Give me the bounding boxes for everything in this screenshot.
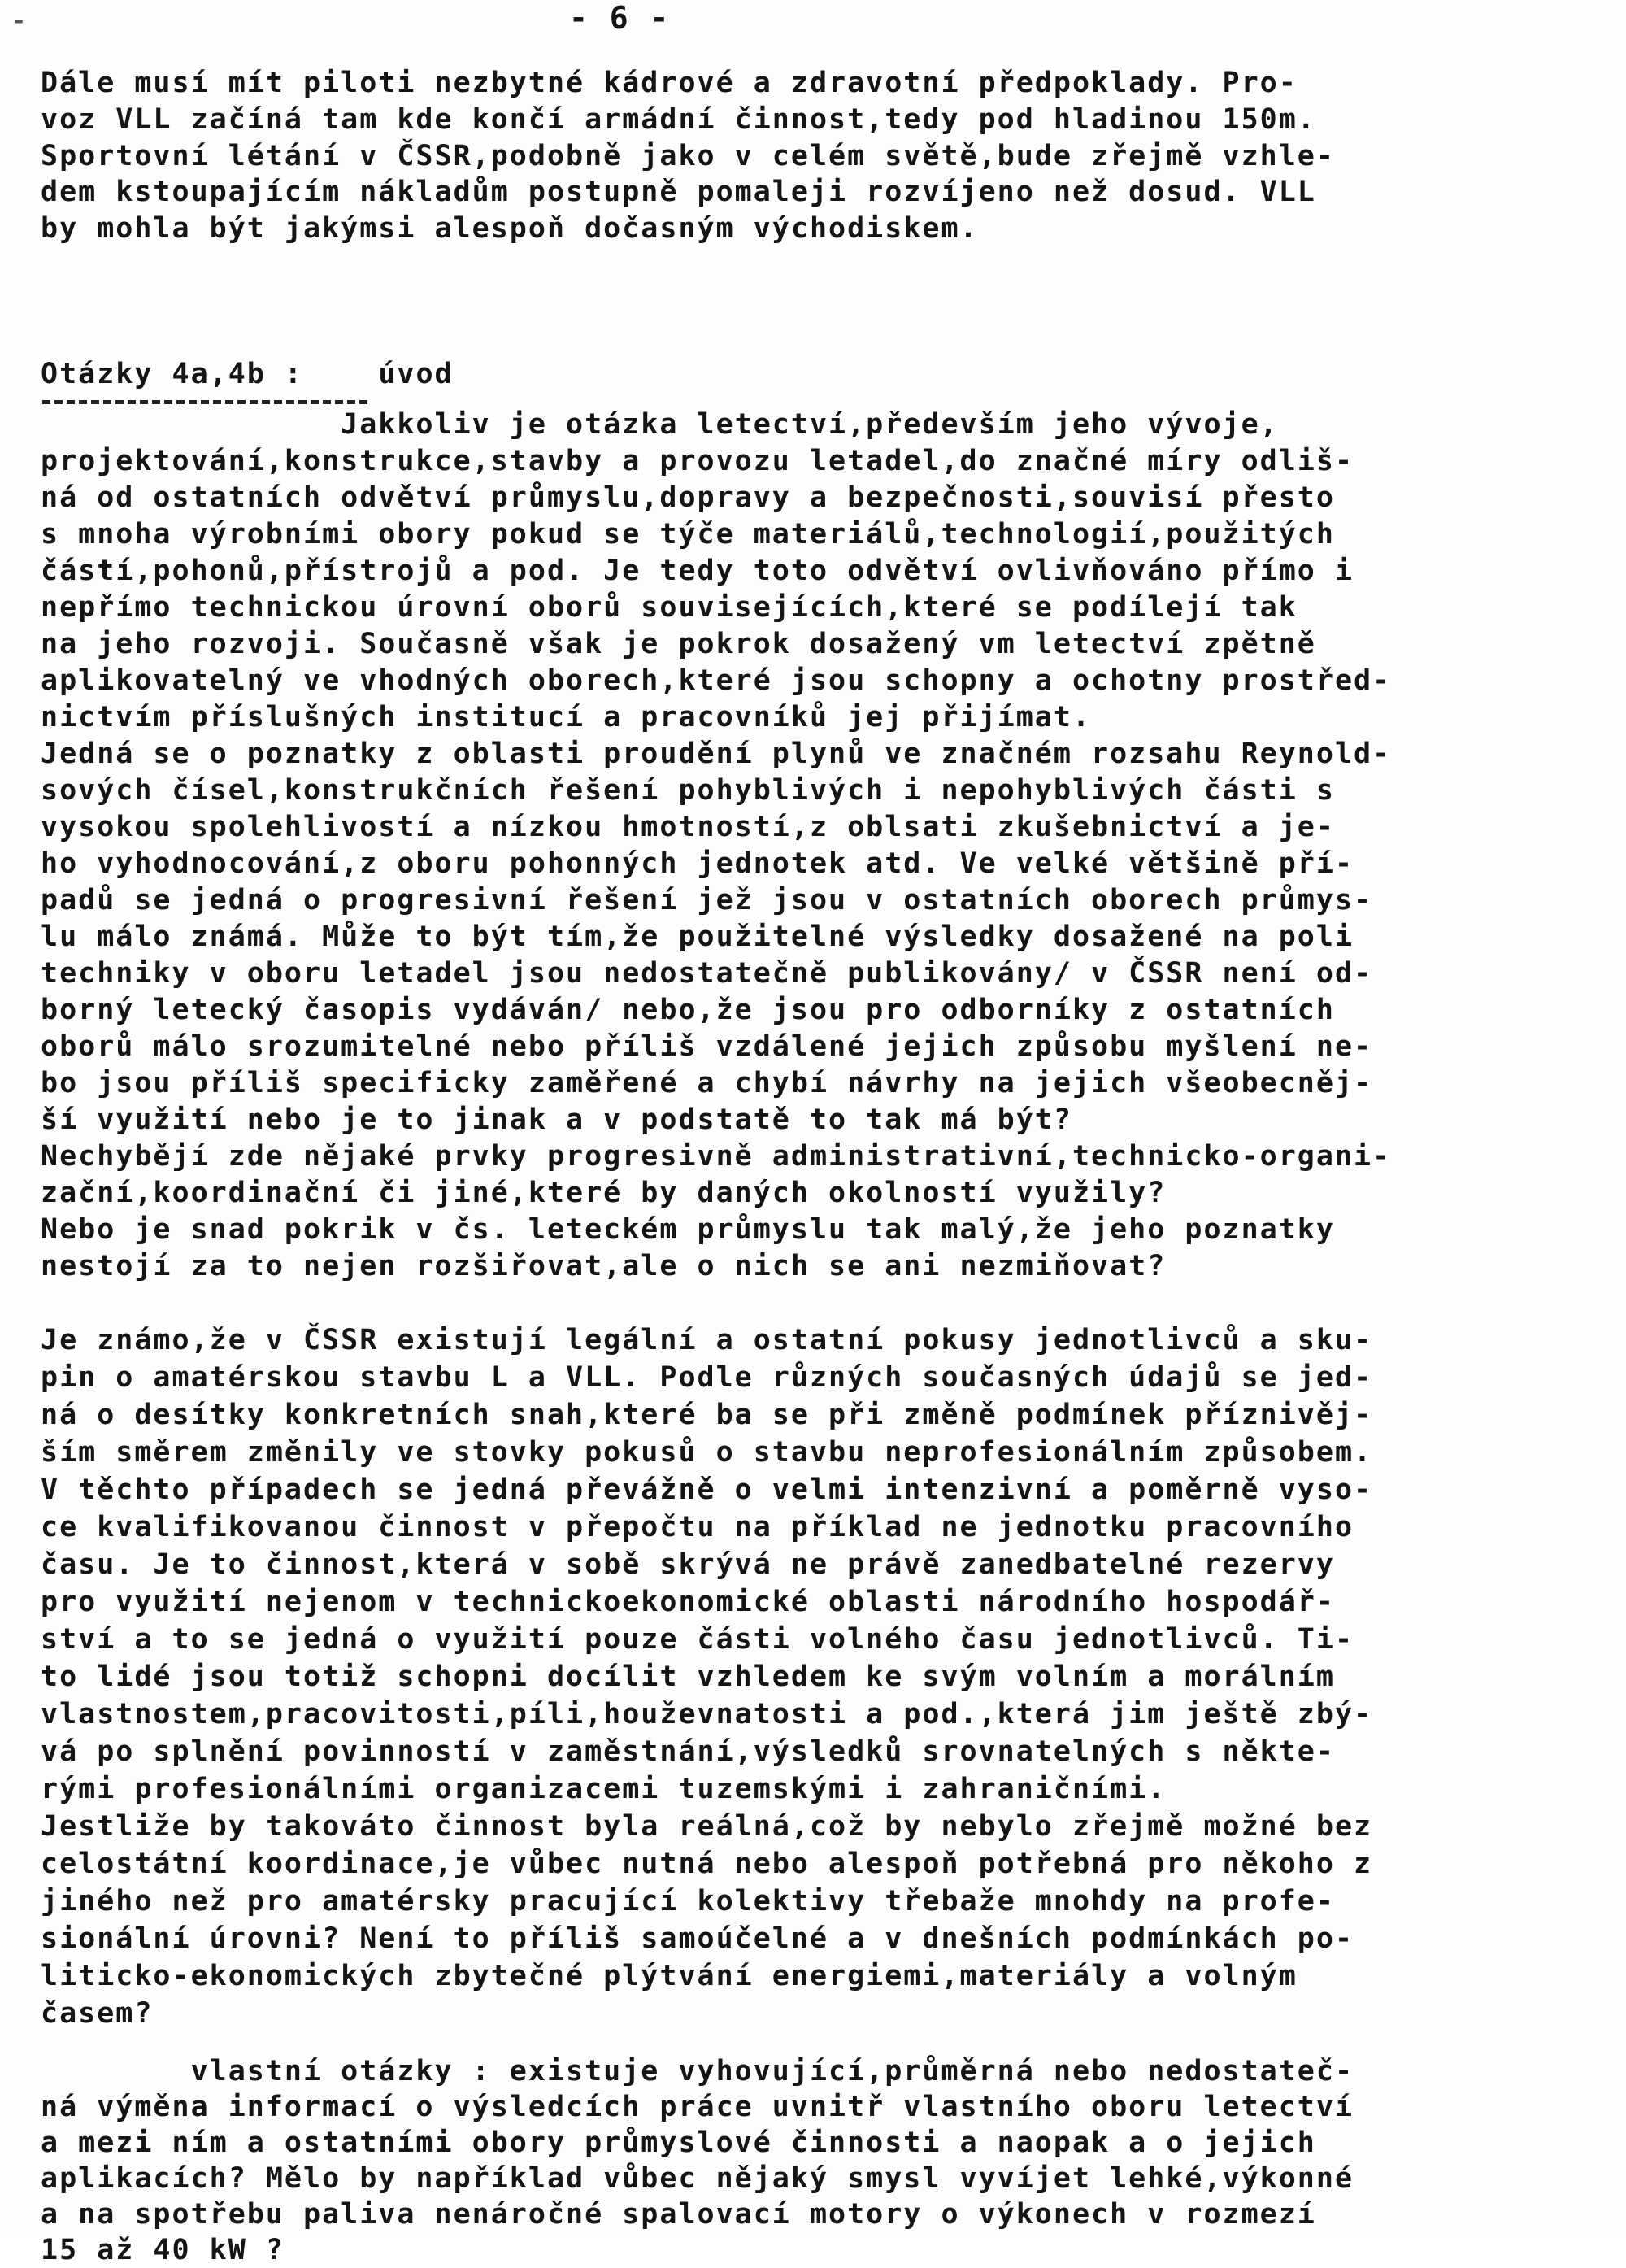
corner-mark: - [11,7,28,35]
text-line: vá po splnění povinností v zaměstnání,výsledků srovnatelných s někte- [41,1735,1335,1768]
text-line: a mezi ním a ostatními obory průmyslové činnosti a naopak a o jejich [41,2127,1316,2159]
text-line: nictvím příslušných institucí a pracovníků jej přijímat. [41,701,1092,734]
text-line: to lidé jsou totiž schopni docílit vzhledem ke svým volním a morálním [41,1661,1335,1693]
text-line: ším směrem změnily ve stovky pokusů o stavbu neprofesionálním způsobem. [41,1436,1373,1469]
text-line: nestojí za to nejen rozšiřovat,ale o nich se ani nezmiňovat? [41,1250,1167,1282]
text-line: projektování,konstrukce,stavby a provozu letadel,do značné míry odliš- [41,445,1354,477]
text-line: částí,pohonů,přístrojů a pod. Je tedy toto odvětví ovlivňováno přímo i [41,555,1354,587]
text-line: lu málo známá. Může to být tím,že použitelné výsledky dosažené na poli [41,921,1354,953]
text-line: Nebo je snad pokrik v čs. leteckém průmyslu tak malý,že jeho poznatky [41,1213,1335,1246]
text-line: na jeho rozvoji. Současně však je pokrok dosažený vm letectví zpětně [41,628,1316,660]
paragraph-pilots [41,65,1335,247]
text-line: času. Je to činnost,která v sobě skrývá ne právě zanedbatelné rezervy [41,1548,1335,1581]
text-line: sových čísel,konstrukčních řešení pohyblivých i nepohyblivých části s [41,774,1335,807]
text-line: nepřímo technickou úrovní oborů souvisejících,které se podílejí tak [41,591,1298,624]
text-line: a na spotřebu paliva nenáročné spalovací motory o výkonech v rozmezí [41,2198,1316,2231]
text-line: vysokou spolehlivostí a nízkou hmotností,z oblsati zkušebnictví a je- [41,811,1335,843]
paragraph-amateur-building [41,1321,1372,2032]
text-line: Jestliže by takováto činnost byla reálná,což by nebylo zřejmě možné bez [41,1810,1373,1843]
text-line: s mnoha výrobními obory pokud se týče materiálů,technologií,použitých [41,518,1335,551]
text-line: ství a to se jedná o využití pouze části volného času jednotlivců. Ti- [41,1623,1354,1656]
heading-label: Otázky 4a,4b : [41,358,304,390]
page-number: - 6 - [569,0,671,36]
text-line: ná o desítky konkretních snah,které ba se při změně podmínek příznivěj- [41,1399,1373,1431]
text-line: Sportovní létání v ČSSR,podobně jako v celém světě,bude zřejmě vzhle- [41,139,1335,172]
text-line: ná výměna informací o výsledcích práce uvnitř vlastního oboru letectví [41,2091,1354,2123]
text-line: ho vyhodnocování,z oboru pohonných jednotek atd. Ve velké většině pří- [41,847,1354,880]
text-line: by mohla být jakýmsi alespoň dočasným východiskem. [41,212,979,246]
text-line: ce kvalifikovanou činnost v přepočtu na příklad ne jednotku pracovního [41,1511,1354,1543]
text-line: rými profesionálními organizacemi tuzemskými i zahraničními. [41,1773,1167,1805]
text-line: ší využití nebo je to jinak a v podstatě to tak má být? [41,1104,1072,1136]
text-line: zační,koordinační či jiné,které by daných okolností využily? [41,1177,1167,1209]
text-line: voz VLL začíná tam kde končí armádní činnost,tedy pod hladinou 150m. [41,102,1316,136]
text-line: V těchto případech se jedná převážně o velmi intenzivní a poměrně vyso- [41,1474,1373,1506]
text-line: bo jsou příliš specificky zaměřené a chybí návrhy na jejich všeobecněj- [41,1067,1373,1099]
text-line: Je známo,že v ČSSR existují legální a ostatní pokusy jednotlivců a sku- [41,1324,1373,1356]
text-line: sionální úrovni? Není to příliš samoúčelné a v dnešních podmínkách po- [41,1922,1354,1955]
text-line: Jakkoliv je otázka letectví,především jeho vývoje, [41,408,1279,441]
text-line: vlastní otázky : existuje vyhovující,průměrná nebo nedostateč- [41,2055,1354,2087]
text-line: jiného než pro amatérsky pracující kolektivy třebaže mnohdy na profe- [41,1885,1335,1918]
heading-underline [42,400,367,404]
text-line: pin o amatérskou stavbu L a VLL. Podle různých současných údajů se jed- [41,1361,1373,1394]
paragraph-questions [41,2053,1354,2268]
text-line: celostátní koordinace,je vůbec nutná nebo alespoň potřebná pro někoho z [41,1848,1373,1880]
text-line: pro využití nejenom v technickoekonomické oblasti národního hospodář- [41,1586,1335,1618]
text-line: Jedná se o poznatky z oblasti proudění plynů ve značném rozsahu Reynold- [41,738,1392,770]
text-line: ná od ostatních odvětví průmyslu,dopravy a bezpečnosti,souvisí přesto [41,481,1335,514]
paragraph-introduction [41,407,1391,1285]
text-line: dem kstoupajícím nákladům postupně pomaleji rozvíjeno než dosud. VLL [41,176,1316,209]
text-line: aplikacích? Mělo by například vůbec nějaký smysl vyvíjet lehké,výkonné [41,2162,1354,2195]
text-line: techniky v oboru letadel jsou nedostatečně publikovány/ v ČSSR není od- [41,957,1373,990]
text-line: oborů málo srozumitelné nebo příliš vzdálené jejich způsobu myšlení ne- [41,1030,1373,1063]
text-line: Dále musí mít piloti nezbytné kádrové a zdravotní předpoklady. Pro- [41,67,1298,99]
text-line: vlastnostem,pracovitosti,píli,houževnatosti a pod.,která jim ještě zbý- [41,1698,1373,1730]
text-line: Nechybějí zde nějaké prvky progresivně administrativní,technicko-organi- [41,1140,1392,1173]
text-line: aplikovatelný ve vhodných oborech,které jsou schopny a ochotny prostřed- [41,664,1392,697]
text-line: borný letecký časopis vydáván/ nebo,že jsou pro odborníky z ostatních [41,994,1335,1026]
heading-title: úvod [378,358,454,390]
text-line: časem? [41,1997,154,2030]
text-line: padů se jedná o progresivní řešení jež jsou v ostatních oborech průmys- [41,884,1373,916]
text-line: liticko-ekonomických zbytečné plýtvání energiemi,materiály a volným [41,1960,1298,1992]
section-heading [41,356,454,393]
text-line: 15 až 40 kW ? [41,2234,285,2266]
